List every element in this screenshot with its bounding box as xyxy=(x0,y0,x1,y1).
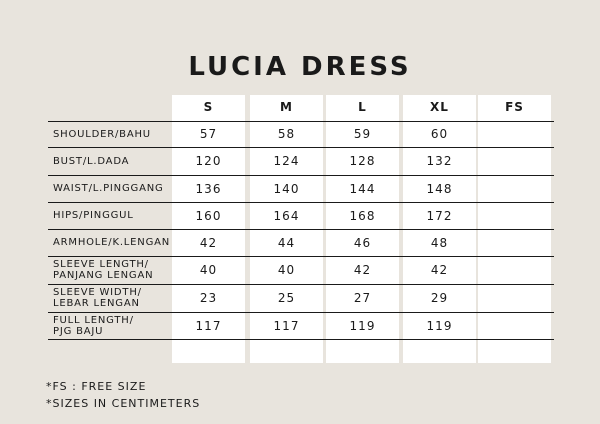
row-label xyxy=(53,229,177,256)
cell-xl: 119 xyxy=(426,318,453,333)
cell-m: 58 xyxy=(277,127,296,141)
cell-l: 119 xyxy=(349,318,376,333)
row-label xyxy=(53,202,177,229)
cell-s: 160 xyxy=(195,208,222,223)
cell-s: 42 xyxy=(199,235,218,250)
cell-m: 124 xyxy=(273,154,300,168)
row-label-line: WAIST/L.PINGGANG xyxy=(53,183,164,194)
row-label-line: SLEEVE LENGTH/ xyxy=(53,259,149,270)
row-label-line: BUST/L.DADA xyxy=(53,155,130,167)
cell-fs xyxy=(478,229,551,256)
cell-l: 59 xyxy=(353,127,372,141)
row-label-line: ARMHOLE/K.LENGAN xyxy=(53,237,171,248)
row-label-line: PANJANG LENGAN xyxy=(53,270,154,281)
cell-xl: 60 xyxy=(430,127,449,141)
cell-l: 42 xyxy=(353,263,372,277)
note-units: *SIZES IN CENTIMETERS xyxy=(46,397,201,410)
cell-m: 40 xyxy=(277,263,296,277)
cell-xl: 148 xyxy=(426,181,453,196)
column-header-fs: FS xyxy=(505,100,524,114)
note-free-size: *FS : FREE SIZE xyxy=(46,380,147,393)
row-label xyxy=(53,121,177,147)
row-label-line: PJG BAJU xyxy=(53,325,104,337)
cell-fs xyxy=(478,256,551,284)
row-label-line: HIPS/PINGGUL xyxy=(53,210,134,221)
size-chart-table xyxy=(48,95,554,363)
cell-m: 25 xyxy=(277,291,296,305)
cell-xl: 48 xyxy=(430,235,449,250)
cell-xl: 29 xyxy=(430,291,449,305)
notes xyxy=(46,378,200,412)
cell-s: 136 xyxy=(195,181,222,196)
cell-l: 27 xyxy=(353,291,372,305)
cell-fs xyxy=(478,312,551,339)
cell-m: 140 xyxy=(273,181,300,196)
cell-l: 168 xyxy=(349,208,376,223)
row-label xyxy=(53,284,177,312)
cell-l: 144 xyxy=(349,181,376,196)
cell-s: 40 xyxy=(199,263,218,277)
cell-fs xyxy=(478,202,551,229)
cell-fs xyxy=(478,175,551,202)
cell-m: 164 xyxy=(273,208,300,223)
column-header-l: L xyxy=(358,100,367,114)
cell-xl: 172 xyxy=(426,208,453,223)
row-divider xyxy=(48,339,554,340)
row-label-line: SLEEVE WIDTH/ xyxy=(53,287,142,298)
cell-m: 44 xyxy=(277,235,296,250)
cell-xl: 132 xyxy=(426,154,453,168)
cell-m: 117 xyxy=(273,318,300,333)
row-label-line: LEBAR LENGAN xyxy=(53,298,140,309)
row-label xyxy=(53,147,177,175)
cell-s: 23 xyxy=(199,291,218,305)
cell-l: 128 xyxy=(349,154,376,168)
cell-fs xyxy=(478,284,551,312)
cell-fs xyxy=(478,147,551,175)
cell-l: 46 xyxy=(353,235,372,250)
row-label xyxy=(53,312,177,339)
cell-s: 120 xyxy=(195,154,222,168)
row-label xyxy=(53,256,177,284)
column-header-m: M xyxy=(280,100,293,114)
row-label-line: SHOULDER/BAHU xyxy=(53,128,151,140)
page-title: LUCIA DRESS xyxy=(188,52,412,82)
column-header-xl: XL xyxy=(430,100,449,114)
cell-s: 57 xyxy=(199,127,218,141)
cell-fs xyxy=(478,121,551,147)
row-label-line: FULL LENGTH/ xyxy=(53,314,134,326)
row-label xyxy=(53,175,177,202)
column-header-s: S xyxy=(203,100,214,114)
cell-s: 117 xyxy=(195,318,222,333)
cell-xl: 42 xyxy=(430,263,449,277)
